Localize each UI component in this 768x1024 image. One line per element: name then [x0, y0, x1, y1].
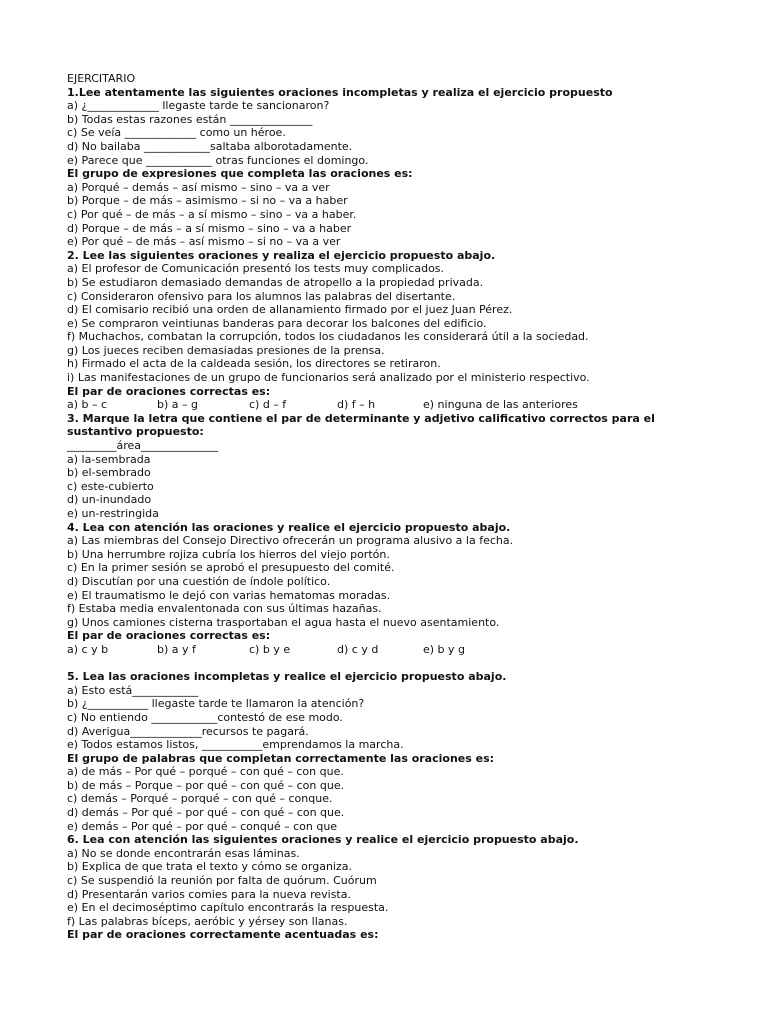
question-5-option: e) demás – Por qué – por qué – conqué – con que — [67, 819, 338, 833]
question-5-option: c) demás – Porqué – porqué – con qué – conque. — [67, 792, 333, 806]
question-4-option: e) b y g — [423, 642, 466, 656]
question-6-item: c) Se suspendió la reunión por falta de quórum. Cuórum — [67, 874, 377, 888]
question-4-item: e) El traumatismo le dejó con varias hematomas moradas. — [67, 588, 391, 602]
question-5-option: a) de más – Por qué – porqué – con qué – con que. — [67, 765, 344, 779]
question-1-prompt: El grupo de expresiones que completa las oraciones es: — [67, 167, 413, 181]
question-2-option: a) b – c — [67, 398, 108, 412]
document-title: EJERCITARIO — [67, 72, 136, 85]
question-1-option: d) Porque – de más – a sí mismo – sino – va a haber — [67, 221, 352, 235]
question-2-option: b) a – g — [157, 398, 198, 412]
question-2-item: a) El profesor de Comunicación presentó los tests muy complicados. — [67, 262, 445, 276]
question-2-item: g) Los jueces reciben demasiadas presiones de la prensa. — [67, 343, 385, 357]
question-6-prompt: El par de oraciones correctamente acentuadas es: — [67, 928, 379, 942]
question-6-heading: 6. Lea con atención las siguientes oraciones y realice el ejercicio propuesto abajo. — [67, 833, 579, 847]
question-2-item: b) Se estudiaron demasiado demandas de atropello a la propiedad privada. — [67, 275, 484, 289]
question-1-option: b) Porque – de más – asimismo – si no – va a haber — [67, 194, 348, 208]
question-1-option: c) Por qué – de más – a sí mismo – sino – va a haber. — [67, 207, 357, 221]
question-4-options — [67, 643, 707, 657]
question-4-heading: 4. Lea con atención las oraciones y realice el ejercicio propuesto abajo. — [67, 520, 511, 534]
question-2-item: d) El comisario recibió una orden de allanamiento firmado por el juez Juan Pérez. — [67, 303, 513, 317]
question-4-item: a) Las miembras del Consejo Directivo ofrecerán un programa alusivo a la fecha. — [67, 534, 514, 548]
question-6-item: d) Presentarán varios comies para la nueva revista. — [67, 887, 351, 901]
question-3-blank: _________área______________ — [67, 439, 219, 453]
question-5-prompt: El grupo de palabras que completan correctamente las oraciones es: — [67, 751, 495, 765]
question-4-option: c) b y e — [249, 642, 291, 656]
question-3-option: c) este-cubierto — [67, 479, 154, 493]
question-5-item: b) ¿___________ llegaste tarde te llamaron la atención? — [67, 697, 365, 711]
question-1-heading: 1.Lee atentamente las siguientes oraciones incompletas y realiza el ejercicio propuesto — [67, 85, 613, 99]
question-5-item: c) No entiendo ____________contestó de ese modo. — [67, 710, 343, 724]
question-2-item: e) Se compraron veintiunas banderas para decorar los balcones del edificio. — [67, 316, 487, 330]
question-4-option: a) c y b — [67, 642, 109, 656]
question-2-prompt: El par de oraciones correctas es: — [67, 384, 271, 398]
question-6-item: e) En el decimoséptimo capítulo encontrarás la respuesta. — [67, 901, 389, 915]
question-1-option: a) Porqué – demás – así mismo – sino – va a ver — [67, 180, 330, 194]
question-1-item: c) Se veía _____________ como un héroe. — [67, 126, 286, 140]
question-1-item: a) ¿_____________ llegaste tarde te sancionaron? — [67, 99, 330, 113]
question-2-option: e) ninguna de las anteriores — [423, 398, 578, 412]
question-4-item: g) Unos camiones cisterna trasportaban el agua hasta el nuevo asentamiento. — [67, 615, 500, 629]
question-4-item: c) En la primer sesión se aprobó el presupuesto del comité. — [67, 561, 395, 575]
question-4-option: d) c y d — [337, 642, 379, 656]
question-6-item: b) Explica de que trata el texto y cómo se organiza. — [67, 860, 353, 874]
question-2-heading: 2. Lee las siguientes oraciones y realiza el ejercicio propuesto abajo. — [67, 248, 496, 262]
question-5-option: b) de más – Porque – por qué – con qué – con que. — [67, 778, 345, 792]
question-1-item: d) No bailaba ____________saltaba alborotadamente. — [67, 139, 353, 153]
question-2-options — [67, 398, 707, 412]
worksheet — [67, 72, 707, 942]
question-1-option: e) Por qué – de más – así mismo – si no – va a ver — [67, 235, 341, 249]
question-3-option: b) el-sembrado — [67, 466, 151, 480]
question-1-item: b) Todas estas razones están _______________ — [67, 112, 313, 126]
question-2-item: c) Consideraron ofensivo para los alumnos las palabras del disertante. — [67, 289, 456, 303]
question-5-item: e) Todos estamos listos, ___________emprendamos la marcha. — [67, 738, 404, 752]
question-3-heading: 3. Marque la letra que contiene el par de determinante y adjetivo calificativo correctos para el sustantivo propuesto: — [67, 411, 655, 439]
blank-line — [67, 657, 707, 671]
question-3-option: e) un-restringida — [67, 507, 159, 520]
question-6-item: a) No se donde encontrarán esas láminas. — [67, 846, 300, 860]
question-1-item: e) Parece que ____________ otras funciones el domingo. — [67, 153, 369, 167]
question-5-heading: 5. Lea las oraciones incompletas y realice el ejercicio propuesto abajo. — [67, 670, 507, 684]
question-2-item: i) Las manifestaciones de un grupo de funcionarios será analizado por el ministerio respectivo. — [67, 371, 590, 385]
question-2-option: c) d – f — [249, 398, 287, 412]
question-5-item: a) Esto está____________ — [67, 683, 199, 697]
question-6-item: f) Las palabras bíceps, aeróbic y yérsey son llanas. — [67, 914, 348, 928]
question-2-item: f) Muchachos, combatan la corrupción, todos los ciudadanos les considerará útil a la sociedad. — [67, 330, 589, 344]
question-3-option: a) la-sembrada — [67, 452, 151, 466]
question-2-option: d) f – h — [337, 398, 376, 412]
question-4-item: b) Una herrumbre rojiza cubría los hierros del viejo portón. — [67, 547, 390, 561]
question-5-option: d) demás – Por qué – por qué – con qué – con que. — [67, 806, 345, 820]
question-4-option: b) a y f — [157, 642, 196, 656]
question-4-item: f) Estaba media envalentonada con sus últimas hazañas. — [67, 602, 382, 616]
question-2-item: h) Firmado el acta de la caldeada sesión, los directores se retiraron. — [67, 357, 441, 371]
question-3-option: d) un-inundado — [67, 493, 152, 507]
question-4-prompt: El par de oraciones correctas es: — [67, 629, 271, 643]
question-5-item: d) Averigua_____________recursos te pagará. — [67, 724, 309, 738]
question-4-item: d) Discutían por una cuestión de índole político. — [67, 574, 331, 588]
